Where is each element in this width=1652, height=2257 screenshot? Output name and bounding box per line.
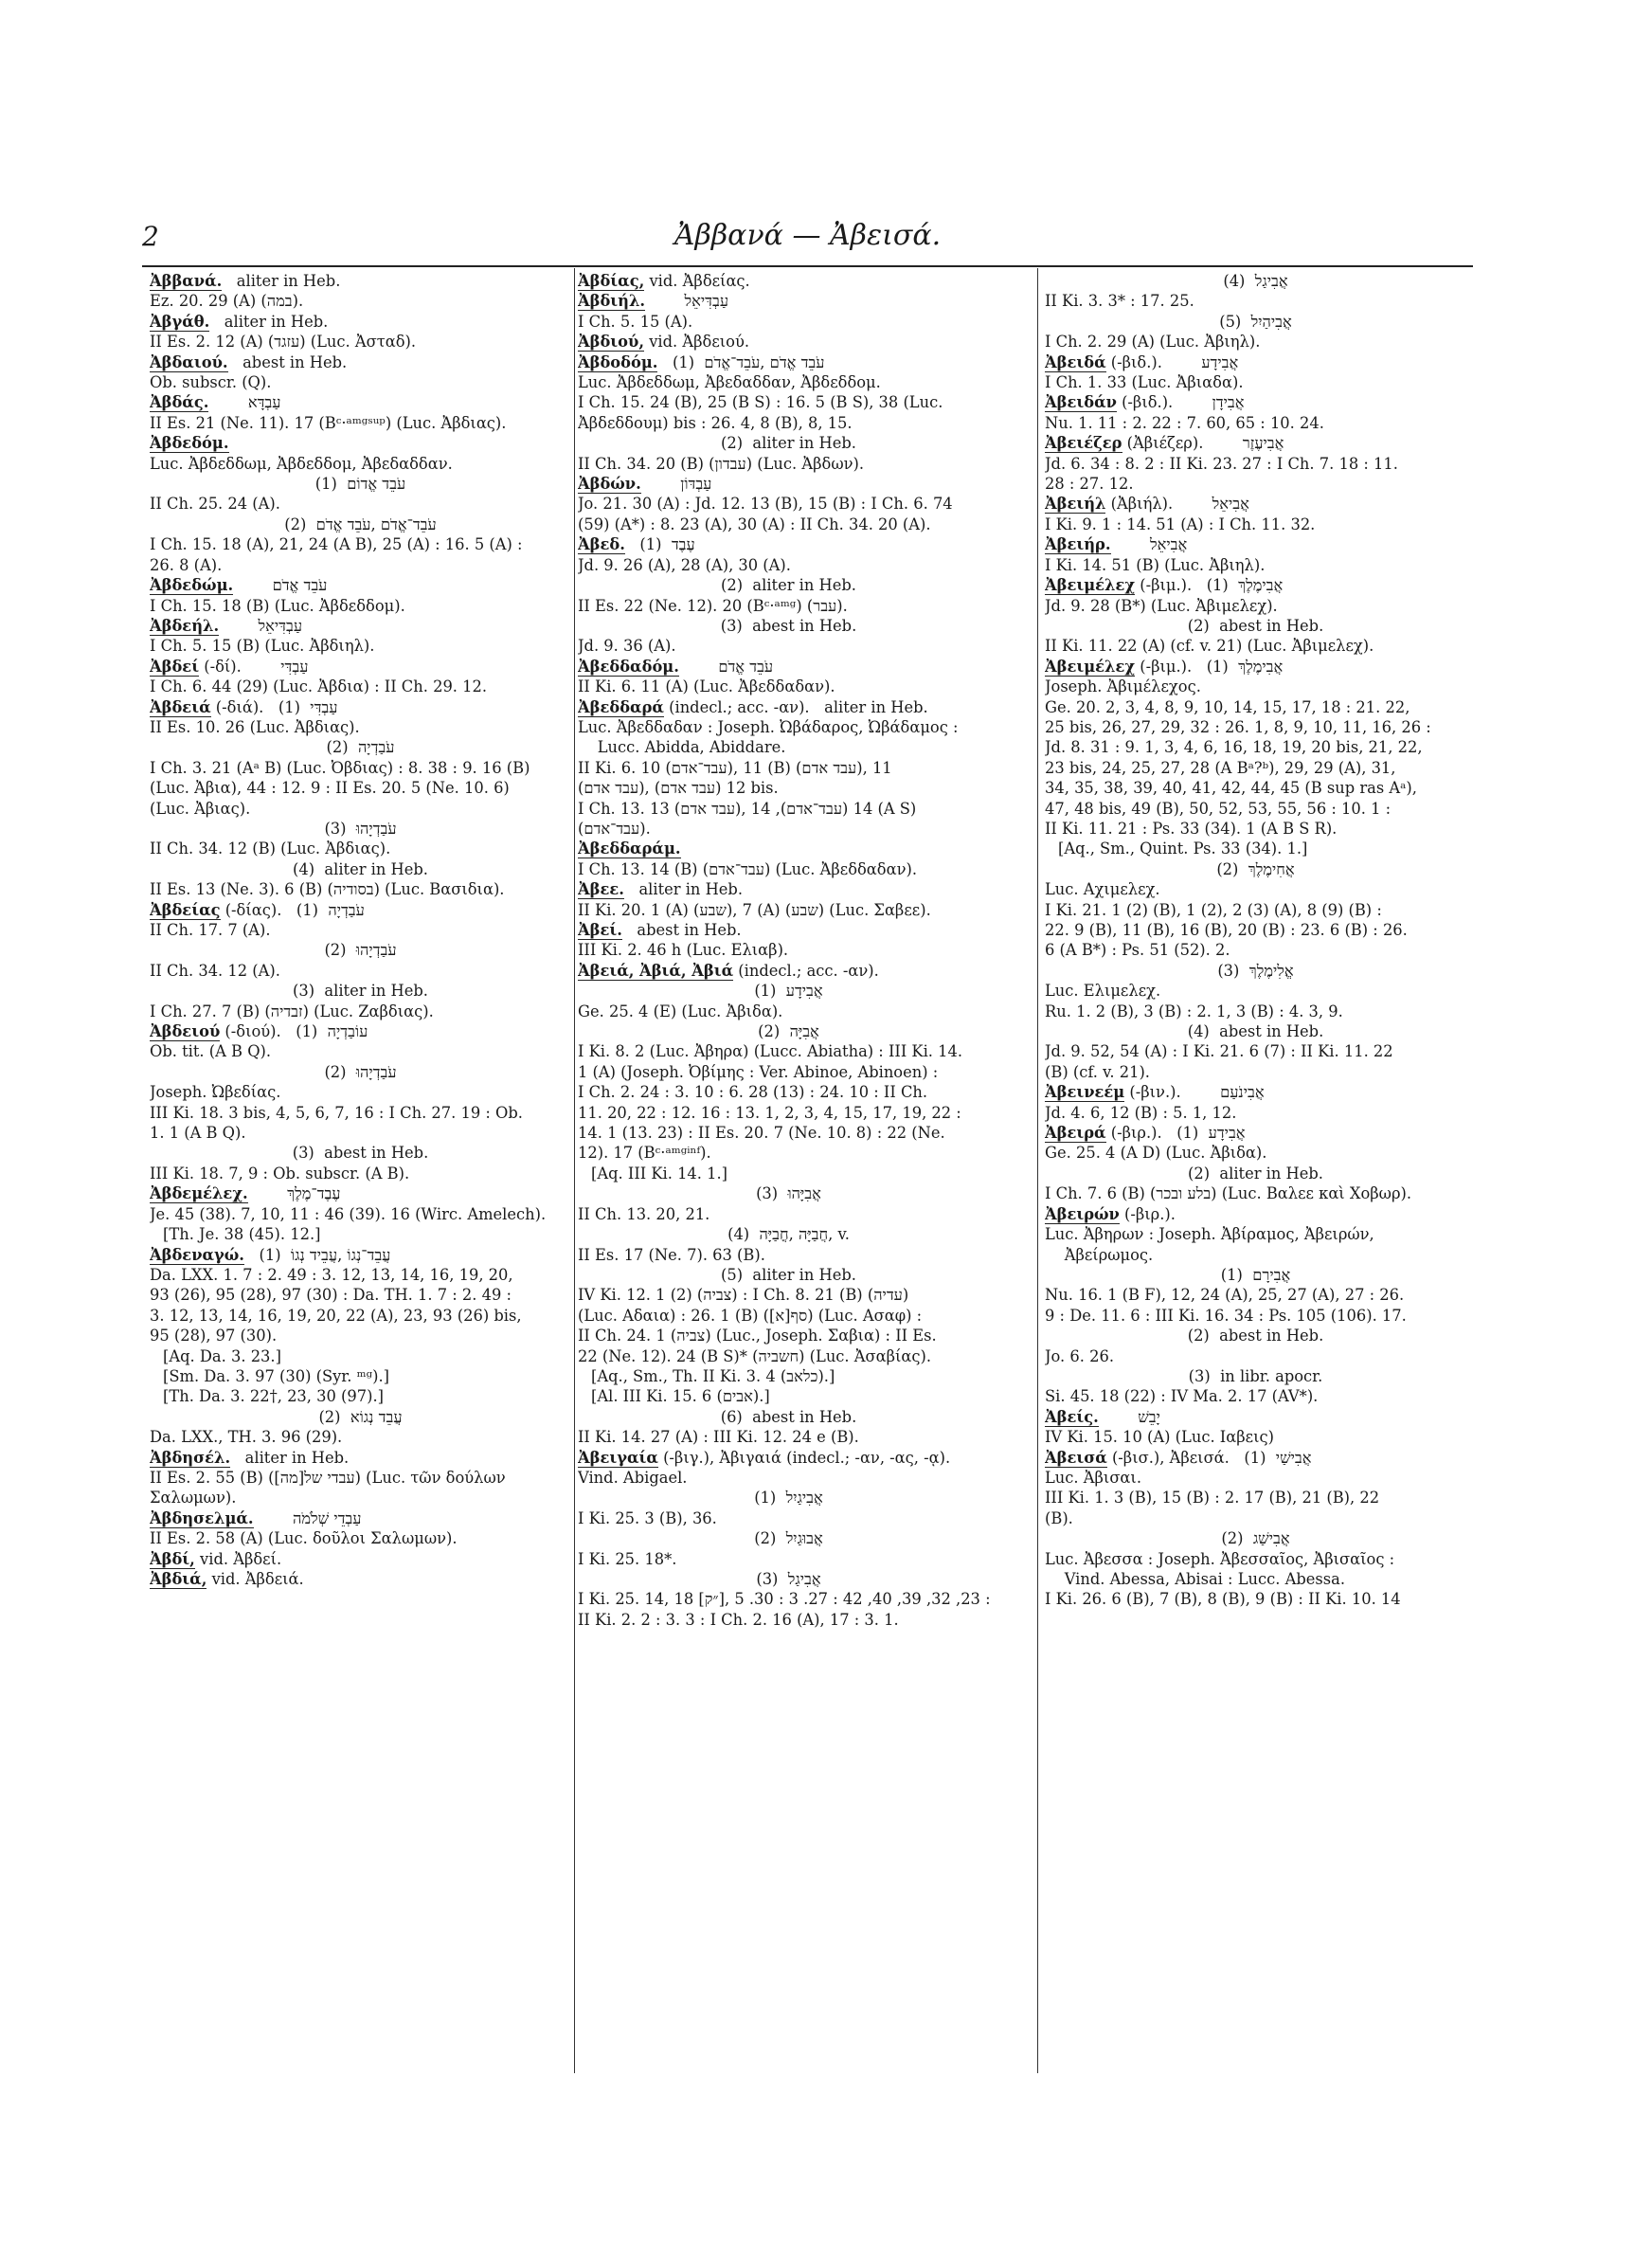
headword: Ἀβειήρ. [1045,535,1111,554]
entry-line [150,900,571,920]
citation-line: Jd. 9. 36 (A). [578,637,676,656]
citation-line: I Ki. 25. 14, 18 [״ק], 23, 32, 39, 40, 42 : 27. 3 : 30. 5 : [578,1590,991,1609]
citation-line: Ob. subscr. (Q). [150,373,272,392]
entry-line [578,920,999,940]
sense-heading: (3) עֹבַדְיָהוּ [324,819,397,838]
entry-rest: עַבְדּוֹן [640,475,712,494]
citation-line: Ru. 1. 2 (B), 3 (B) : 2. 1, 3 (B) : 4. 3, 9. [1045,1002,1343,1020]
headword: Ἀβεε. [578,880,624,899]
entry-line [150,352,571,372]
citation-line: (59) (A*) : 8. 23 (A), 30 (A) : II Ch. 34. 20 (A). [578,515,931,533]
citation-line: 9 : De. 11. 6 : III Ki. 16. 34 : Ps. 105 (106). 17. [1045,1306,1407,1325]
sense-heading: (3) אֱלִימֶלֶךְ [1217,961,1294,980]
citation-line: Luc. Ελιμελεχ. [1045,982,1161,1001]
citation-line: Jd. 6. 34 : 8. 2 : II Ki. 23. 27 : I Ch. 7. 18 : 11. [1045,454,1398,473]
entry-rest: (Ἀβιέζερ). אֲבִיעֶזֶר [1122,434,1284,453]
citation-line: Nu. 16. 1 (B F), 12, 24 (A), 25, 27 (A), 27 : 26. [1045,1286,1405,1305]
citation-line: Joseph. Ὠβεδίας. [150,1083,281,1102]
entry-line [578,352,999,372]
entry-line [150,1183,571,1203]
citation-line: II Es. 13 (Ne. 3). 6 (B) (בסודיה) (Luc. Βασιδια). [150,880,505,899]
entry-rest: aliter in Heb. [222,272,341,290]
citation-line: 1 (A) (Joseph. Ὀβίμης : Ver. Abinoe, Abinoen) : [578,1062,939,1081]
entry-line [150,1245,571,1265]
entry-line [578,879,999,899]
sense-heading: (6) abest in Heb. [720,1407,857,1426]
headword: Ἀβειά, Ἀβιά, Ἀβιά [578,961,734,980]
citation-line: Luc. Ἀβεσσα : Joseph. Ἀβεσσαῖος, Ἀβισαῖος : [1045,1549,1395,1568]
sense-heading: (2) עֹבֵד־אֱדֹם ,עֹבֵד אֱדֹם [284,515,437,533]
sense-heading: (2) אֲבוּגַיִל [754,1529,823,1548]
citation-line: Da. LXX., TH. 3. 96 (29). [150,1428,343,1447]
citation-line: II Es. 21 (Ne. 11). 17 (Bᶜ·ᵃᵐᵍˢᵘᵖ) (Luc. Ἀβδιας). [150,413,507,432]
citation-line: I Ki. 25. 18*. [578,1549,677,1568]
citation-line: I Ki. 25. 3 (B), 36. [578,1508,717,1527]
column-2 [578,271,999,2071]
hexapla-note: [Aq. Da. 3. 23.] [163,1346,281,1365]
citation-line: II Es. 17 (Ne. 7). 63 (B). [578,1245,765,1264]
headword: Ἀβδεδόμ. [150,434,229,453]
entry-rest: (-βιρ.). (1) אֲבִידָע [1105,1124,1246,1143]
entry-rest: עֹבֵד אֱדֹם [678,657,774,676]
entry-line [150,1448,571,1468]
entry-line [1045,392,1466,412]
entry-rest: (-βιδ.). אֲבִידָע [1105,352,1239,371]
headword: Ἀβδεναγώ. [150,1245,244,1264]
sense-heading: (1) אֲבִירָם [1220,1265,1291,1284]
entry-rest: (-βιν.). אֲבִינֹעַם [1124,1083,1265,1102]
citation-line: Jd. 9. 52, 54 (A) : I Ki. 21. 6 (7) : II Ki. 11. 22 [1045,1042,1393,1061]
entry-line [150,433,571,453]
citation-line: Vind. Abessa, Abisai : Lucc. Abessa. [1045,1570,1346,1588]
citation-line: II Ch. 34. 12 (A). [150,961,280,980]
entry-rest: עֹבֵד אֱדֹם [233,576,328,595]
headword: Ἀβεδ. [578,535,625,554]
header-rule [142,265,1473,267]
citation-line: Ez. 20. 29 (A) (במה). [150,292,304,311]
sense-heading: (2) אֲחִימֶלֶךְ [1216,859,1295,878]
hexapla-note: [Th. Da. 3. 22†, 23, 30 (97).] [163,1387,384,1406]
citation-line: Ge. 25. 4 (E) (Luc. Ἀβιδα). [578,1002,783,1020]
hexapla-note: [Th. Je. 38 (45). 12.] [163,1225,321,1244]
sense-heading: (1) אֲבִיגַיִל [754,1489,823,1508]
citation-line: II Ki. 6. 11 (A) (Luc. Ἀβεδδαδαν). [578,677,835,696]
headword: Ἀβδεδώμ. [150,576,234,595]
entry-rest: עַבְדִּיאֵל [645,292,729,311]
hexapla-note: [Al. III Ki. 15. 6 (אבים).] [591,1387,770,1406]
citation-line: (B) (cf. v. 21). [1045,1062,1150,1081]
citation-line: II Es. 2. 12 (A) (עזגד) (Luc. Ἀσταδ). [150,333,417,352]
citation-line: Luc. Ἀβδεδδωμ, Ἀβδεδδομ, Ἀβεδαδδαν. [150,454,453,473]
entry-rest: (-διού). (1) עוֹבַדְיָה [220,1022,368,1041]
entry-rest: (-βιρ.). [1119,1204,1176,1223]
entry-line [150,697,571,717]
citation-line: I Ch. 2. 29 (A) (Luc. Ἀβιηλ). [1045,333,1261,352]
citation-line: III Ki. 18. 3 bis, 4, 5, 6, 7, 16 : I Ch. 27. 19 : Ob. [150,1103,523,1122]
citation-line: II Es. 10. 26 (Luc. Ἀβδιας). [150,717,360,736]
headword: Ἀβδεήλ. [150,616,220,635]
entry-line [150,575,571,595]
entry-line [578,961,999,981]
sense-heading: (3) אֲבִיגַל [756,1570,821,1588]
citation-line: II Ch. 13. 20, 21. [578,1204,710,1223]
citation-line: 95 (28), 97 (30). [150,1327,278,1345]
entry-rest: (-βιδ.). אֲבִידָן [1116,393,1245,412]
headword: Ἀβγάθ. [150,312,210,331]
entry-line [150,657,571,677]
citation-line: II Ch. 25. 24 (A). [150,495,280,514]
citation-line: 22. 9 (B), 11 (B), 16 (B), 20 (B) : 23. 6 (B) : 26. [1045,921,1408,939]
citation-line: 23 bis, 24, 25, 27, 28 (A Bᵃ?ᵇ), 29, 29 (A), 31, [1045,758,1396,777]
citation-line: 25 bis, 26, 27, 29, 32 : 26. 1, 8, 9, 10, 11, 16, 26 : [1045,717,1431,736]
entry-line [578,657,999,677]
citation-line: (Luc. Ἀβιας). [150,799,251,818]
citation-line: I Ki. 26. 6 (B), 7 (B), 8 (B), 9 (B) : II Ki. 10. 14 [1045,1590,1401,1609]
citation-line: Luc. Ἀβεδδαδαν : Joseph. Ὠβάδαρος, Ὠβάδαμος : [578,717,959,736]
entry-rest: (-βιμ.). (1) אֲבִימֶלֶךְ [1135,657,1284,676]
citation-line: Ob. tit. (A B Q). [150,1042,272,1061]
entry-line [578,534,999,554]
citation-line: I Ch. 15. 18 (B) (Luc. Ἀβδεδδομ). [150,596,405,615]
entry-line [150,312,571,332]
entry-line [578,271,999,291]
entry-rest: עַבְדִּיאֵל [219,616,303,635]
citation-line: II Ki. 14. 27 (A) : III Ki. 12. 24 e (B). [578,1428,859,1447]
citation-line: 26. 8 (A). [150,555,223,574]
entry-line [150,1508,571,1528]
citation-line: Ἀβείρωμος. [1045,1245,1154,1264]
entry-line [1045,534,1466,554]
column-divider [574,268,575,2073]
entry-rest: abest in Heb. [227,352,348,371]
citation-line: Jd. 9. 26 (A), 28 (A), 30 (A). [578,555,791,574]
citation-line: Si. 45. 18 (22) : IV Ma. 2. 17 (AV*). [1045,1387,1319,1406]
column-1 [150,271,571,2071]
entry-rest: vid. Ἀβδειού. [644,333,750,352]
entry-line [1045,433,1466,453]
headword: Ἀβδεί [150,657,200,676]
citation-line: III Ki. 18. 7, 9 : Ob. subscr. (A B). [150,1164,410,1183]
entry-rest: (Ἀβιήλ). אֲבִיאֵל [1105,495,1249,514]
citation-line: I Ch. 6. 44 (29) (Luc. Ἀβδια) : II Ch. 29. 12. [150,677,488,696]
citation-line: (עבד אדם), 12 (עבד אדם) bis. [578,779,779,798]
headword: Ἀβδεμέλεχ. [150,1184,248,1203]
sense-heading: (3) abest in Heb. [720,616,857,635]
citation-line: I Ch. 5. 15 (B) (Luc. Ἀβδιηλ). [150,637,375,656]
citation-line: I Ch. 15. 18 (A), 21, 24 (A B), 25 (A) : 16. 5 (A) : [150,535,523,554]
sense-heading: (2) abest in Heb. [1187,1327,1324,1345]
sense-heading: (5) aliter in Heb. [721,1265,856,1284]
citation-line: Nu. 1. 11 : 2. 22 : 7. 60, 65 : 10. 24. [1045,413,1324,432]
citation-line: I Ch. 1. 33 (Luc. Ἀβιαδα). [1045,373,1244,392]
sense-heading: (3) אֲבִיָּהוּ [756,1184,821,1203]
sense-heading: (4) aliter in Heb. [293,859,428,878]
headword: Ἀβεινεέμ [1045,1083,1125,1102]
entry-line [150,1569,571,1589]
headword: Ἀβειμέλεχ [1045,576,1136,595]
citation-line: Ἀβδεδδουμ) bis : 26. 4, 8 (B), 8, 15. [578,413,853,432]
citation-line: Jd. 8. 31 : 9. 1, 3, 4, 6, 16, 18, 19, 20 bis, 21, 22, [1045,738,1423,757]
headword: Ἀβεδδαδόμ. [578,657,679,676]
citation-line: Vind. Abigael. [578,1468,688,1487]
citation-line: Ge. 25. 4 (A D) (Luc. Ἀβιδα). [1045,1144,1267,1163]
citation-line: Ge. 20. 2, 3, 4, 8, 9, 10, 14, 15, 17, 18 : 21. 22, [1045,697,1410,716]
citation-line: I Ki. 8. 2 (Luc. Ἀβηρα) (Lucc. Abiatha) : III Ki. 14. [578,1042,963,1061]
citation-line: Da. LXX. 1. 7 : 2. 49 : 3. 12, 13, 14, 16, 19, 20, [150,1265,513,1284]
entry-rest: abest in Heb. [621,921,742,939]
citation-line: I Ch. 2. 24 : 3. 10 : 6. 28 (13) : 24. 10 : II Ch. [578,1083,928,1102]
entry-rest: (1) עֲבֵד־נְגוֹ ,עֲבֵיד נְגוֹ [243,1245,391,1264]
citation-line: II Ki. 11. 22 (A) (cf. v. 21) (Luc. Ἀβιμελεχ). [1045,637,1374,656]
sense-heading: (2) aliter in Heb. [721,576,856,595]
sense-heading: (3) abest in Heb. [292,1144,429,1163]
sense-heading: (2) abest in Heb. [1187,616,1324,635]
citation-line: I Ch. 13. 14 (B) (עבד־אדם) (Luc. Ἀβεδδαδαν). [578,859,918,878]
sense-heading: (1) אֲבִידָע [754,982,823,1001]
entry-rest: (-δίας). (1) עֹבַדְיָה [220,900,365,919]
headword: Ἀβειέζερ [1045,434,1122,453]
sense-heading: (2) אֲבִישַׁג [1221,1529,1290,1548]
entry-line [150,1021,571,1041]
citation-line: Jo. 6. 26. [1045,1346,1114,1365]
citation-line: (Luc. Αδαια) : 26. 1 (B) ([א]סף) (Luc. Ασαφ) : [578,1306,923,1325]
headword: Ἀβειήλ [1045,495,1106,514]
sense-heading: (3) aliter in Heb. [293,982,428,1001]
headword: Ἀβειγαία [578,1448,658,1467]
entry-rest: (1) עֶבֶד [624,535,695,554]
headword: Ἀβείς. [1045,1407,1099,1426]
headword: Ἀβδάς. [150,393,209,412]
headword: Ἀβεισά [1045,1448,1107,1467]
headword: Ἀβειμέλεχ [1045,657,1136,676]
hexapla-note: [Aq., Sm., Quint. Ps. 33 (34). 1.] [1058,840,1308,858]
entry-rest: (-βιμ.). (1) אֲבִימֶלֶךְ [1135,576,1284,595]
sense-heading: (2) עֹבַדְיָה [326,738,395,757]
citation-line: 47, 48 bis, 49 (B), 50, 52, 53, 55, 56 : 10. 1 : [1045,799,1392,818]
citation-line: (Luc. Ἀβια), 44 : 12. 9 : II Es. 20. 5 (Ne. 10. 6) [150,779,510,798]
headword: Ἀβειδά [1045,352,1106,371]
entry-rest: עַבְדֵי שְׁלֹמֹה [253,1508,362,1527]
sense-heading: (2) אֲבִיָּה [758,1022,819,1041]
entry-rest: יָבֵשׁ [1098,1407,1160,1426]
citation-line: I Ch. 15. 24 (B), 25 (B S) : 16. 5 (B S), 38 (Luc. [578,393,943,412]
citation-line: II Es. 22 (Ne. 12). 20 (Bᶜ·ᵃᵐᵍ) (עבר). [578,596,848,615]
citation-line: Jd. 9. 28 (B*) (Luc. Ἀβιμελεχ). [1045,596,1278,615]
entry-rest: (indecl.; acc. -αν). [733,961,879,980]
citation-line: I Ch. 5. 15 (A). [578,312,693,331]
citation-line: 6 (A B*) : Ps. 51 (52). 2. [1045,941,1230,960]
headword: Ἀβδαιού. [150,352,228,371]
citation-line: II Ch. 24. 1 (צביה) (Luc., Joseph. Σαβια) : II Es. [578,1327,937,1345]
column-3 [1045,271,1466,2071]
entry-line [578,291,999,311]
sense-heading: (2) aliter in Heb. [721,434,856,453]
citation-line: II Ch. 17. 7 (A). [150,921,271,939]
entry-rest: aliter in Heb. [230,1448,350,1467]
headword: Ἀβδιού, [578,333,645,352]
headword: Ἀβδησέλ. [150,1448,231,1467]
citation-line: II Es. 2. 58 (A) (Luc. δοῦλοι Σαλωμων). [150,1529,458,1548]
citation-line: 93 (26), 95 (28), 97 (30) : Da. TH. 1. 7 : 2. 49 : [150,1286,512,1305]
citation-line: Σαλωμων). [150,1489,237,1508]
citation-line: II Ch. 34. 12 (B) (Luc. Ἀβδιας). [150,840,391,858]
citation-line: 1. 1 (A B Q). [150,1124,246,1143]
headword: Ἀβεδδαράμ. [578,840,681,858]
entry-line [1045,494,1466,514]
sense-heading: (2) עֲבֵד נְגוֹא [318,1407,403,1426]
sense-heading: (3) in libr. apocr. [1188,1366,1323,1385]
sense-heading: (4) חֲבַיָּה ,חֳבַיָּה, v. [727,1225,850,1244]
citation-line: Luc. Ἀβισαι. [1045,1468,1141,1487]
hexapla-note: [Aq. III Ki. 14. 1.] [591,1164,728,1183]
citation-line: II Ki. 6. 10 (עבד־אדם), 11 (B) (עבד אדם), 11 [578,758,892,777]
entry-rest: vid. Ἀβδείας. [644,272,750,290]
sense-heading: (4) אֲבִיגַל [1223,272,1288,290]
citation-line: I Ch. 27. 7 (B) (זבדיה) (Luc. Ζαβδιας). [150,1002,434,1020]
headword: Ἀβδειά [150,697,211,716]
citation-line: I Ki. 14. 51 (B) (Luc. Ἀβιηλ). [1045,555,1266,574]
entry-rest: vid. Ἀβδειά. [206,1570,304,1588]
headword: Ἀββανά. [150,272,223,290]
entry-rest: (1) עֹבֵד אֱדֹם ,עֹבֵד־אֱדֹם [657,352,825,371]
entry-rest: vid. Ἀβδεί. [194,1549,282,1568]
entry-line [1045,575,1466,595]
citation-line: II Ki. 11. 21 : Ps. 33 (34). 1 (A B S R). [1045,819,1338,838]
entry-rest: עֶבֶד־מֶלֶךְ [247,1184,341,1203]
page-header [142,213,1473,261]
entry-line [150,1549,571,1569]
headword: Ἀβδιά, [150,1570,207,1588]
entry-line [1045,1407,1466,1427]
entry-line [150,616,571,636]
sense-heading: (5) אֲבִיהַיִל [1219,312,1292,331]
entry-line [150,392,571,412]
entry-line [578,1448,999,1468]
entry-rest: aliter in Heb. [623,880,744,899]
entry-rest: (-δί). עַבְדִּי [199,657,309,676]
citation-line: (B). [1045,1508,1073,1527]
entry-line [578,474,999,494]
citation-line: I Ch. 13. 13 (עבד אדם), 14 (עבד־אדם), 14 (A S) [578,799,917,818]
headword: Ἀβδείας [150,900,221,919]
sense-heading: (4) abest in Heb. [1187,1022,1324,1041]
sense-heading: (1) עֹבֵד אֱדוֹם [314,475,406,494]
citation-line: Luc. Αχιμελεχ. [1045,880,1160,899]
entry-rest: (indecl.; acc. -αν). aliter in Heb. [663,697,928,716]
entry-rest: עַבְדָּא [208,393,281,412]
sense-heading: (2) עֹבַדְיָהוּ [324,1062,397,1081]
citation-line: Luc. Ἀβηρων : Joseph. Ἀβίραμος, Ἀβειρών, [1045,1225,1374,1244]
citation-line: II Es. 2. 55 (B) ([מה]עבדי של) (Luc. τῶν δούλων [150,1468,506,1487]
citation-line: 12). 17 (Bᶜ·ᵃᵐᵍⁱⁿᶠ). [578,1144,711,1163]
citation-line: 14. 1 (13. 23) : II Es. 20. 7 (Ne. 10. 8) : 22 (Ne. [578,1124,945,1143]
entry-line [1045,1123,1466,1143]
entry-line [578,697,999,717]
citation-line: IV Ki. 15. 10 (A) (Luc. Ιαβεις) [1045,1428,1274,1447]
page-number: 2 [142,221,159,252]
entry-rest: (-διά). (1) עַבְדִּי [210,697,338,716]
citation-line: Jd. 4. 6, 12 (B) : 5. 1, 12. [1045,1103,1237,1122]
citation-line: I Ki. 21. 1 (2) (B), 1 (2), 2 (3) (A), 8 (9) (B) : [1045,900,1382,919]
citation-line: II Ch. 34. 20 (B) (עבדון) (Luc. Ἀβδων). [578,454,865,473]
citation-line: Jo. 21. 30 (A) : Jd. 12. 13 (B), 15 (B) : I Ch. 6. 74 [578,495,953,514]
citation-line: II Ki. 3. 3* : 17. 25. [1045,292,1194,311]
headword: Ἀβειρών [1045,1204,1120,1223]
running-title: Ἀββανά — Ἀβεισά. [673,219,942,252]
column-divider [1037,268,1038,2073]
headword: Ἀβδησελμά. [150,1508,254,1527]
citation-line: III Ki. 1. 3 (B), 15 (B) : 2. 17 (B), 21 (B), 22 [1045,1489,1380,1508]
citation-line: II Ki. 2. 2 : 3. 3 : I Ch. 2. 16 (A), 17 : 3. 1. [578,1610,899,1629]
headword: Ἀβειρά [1045,1124,1106,1143]
headword: Ἀβδών. [578,475,641,494]
citation-line: Luc. Ἀβδεδδωμ, Ἀβεδαδδαν, Ἀβδεδδομ. [578,373,881,392]
citation-line: I Ch. 7. 6 (B) (בלע ובכר) (Luc. Βαλεε καὶ Χοβωρ). [1045,1184,1412,1203]
entry-line [1045,352,1466,372]
entry-rest: (-βιγ.), Ἀβιγαιά (indecl.; -αν, -ας, -ᾳ). [657,1448,951,1467]
sense-heading: (2) aliter in Heb. [1188,1164,1323,1183]
citation-line: 3. 12, 13, 14, 16, 19, 20, 22 (A), 23, 93 (26) bis, [150,1306,522,1325]
headword: Ἀβεί. [578,921,622,939]
entry-rest: aliter in Heb. [209,312,329,331]
citation-line: I Ki. 9. 1 : 14. 51 (A) : I Ch. 11. 32. [1045,515,1316,533]
headword: Ἀβειδάν [1045,393,1117,412]
entry-rest: (-βισ.), Ἀβεισά. (1) אֲבִישַׁי [1106,1448,1312,1467]
citation-line: 34, 35, 38, 39, 40, 41, 42, 44, 45 (B sup ras Aᵃ), [1045,779,1417,798]
entry-line [150,271,571,291]
entry-rest: אֲבִיאֵל [1110,535,1188,554]
hexapla-note: [Aq., Sm., Th. II Ki. 3. 4 (כלאב).] [591,1366,835,1385]
hexapla-note: [Sm. Da. 3. 97 (30) (Syr. ᵐᵍ).] [163,1366,390,1385]
citation-line: 22 (Ne. 12). 24 (B S)* (חשביה) (Luc. Ἀσαβίας). [578,1346,932,1365]
headword: Ἀβδειού [150,1022,221,1041]
headword: Ἀβδοδόμ. [578,352,658,371]
citation-line: Lucc. Abidda, Abiddare. [578,738,786,757]
headword: Ἀβδί, [150,1549,195,1568]
citation-line: III Ki. 2. 46 h (Luc. Ελιαβ). [578,941,789,960]
sense-heading: (2) עֹבַדְיָהוּ [324,941,397,960]
entry-line [1045,1204,1466,1224]
citation-line: I Ch. 3. 21 (Aᵃ B) (Luc. Ὀβδιας) : 8. 38 : 9. 16 (B) [150,758,530,777]
citation-line: Je. 45 (38). 7, 10, 11 : 46 (39). 16 (Wirc. Amelech). [150,1204,547,1223]
entry-line [1045,657,1466,677]
citation-line: (עבד־אדם). [578,819,651,838]
entry-line [1045,1448,1466,1468]
headword: Ἀβδιήλ. [578,292,646,311]
citation-line: 28 : 27. 12. [1045,475,1134,494]
citation-line: IV Ki. 12. 1 (2) (צביה) : I Ch. 8. 21 (B) (עדיה) [578,1286,909,1305]
citation-line: II Ki. 20. 1 (A) (שבע), 7 (A) (שבע) (Luc. Σαβεε). [578,900,931,919]
entry-line [578,332,999,352]
citation-line: 11. 20, 22 : 12. 16 : 13. 1, 2, 3, 4, 15, 17, 19, 22 : [578,1103,961,1122]
entry-line [1045,1082,1466,1102]
headword: Ἀβδίας, [578,272,645,290]
headword: Ἀβεδδαρά [578,697,664,716]
citation-line: Joseph. Ἀβιμέλεχος. [1045,677,1201,696]
entry-line [578,839,999,858]
